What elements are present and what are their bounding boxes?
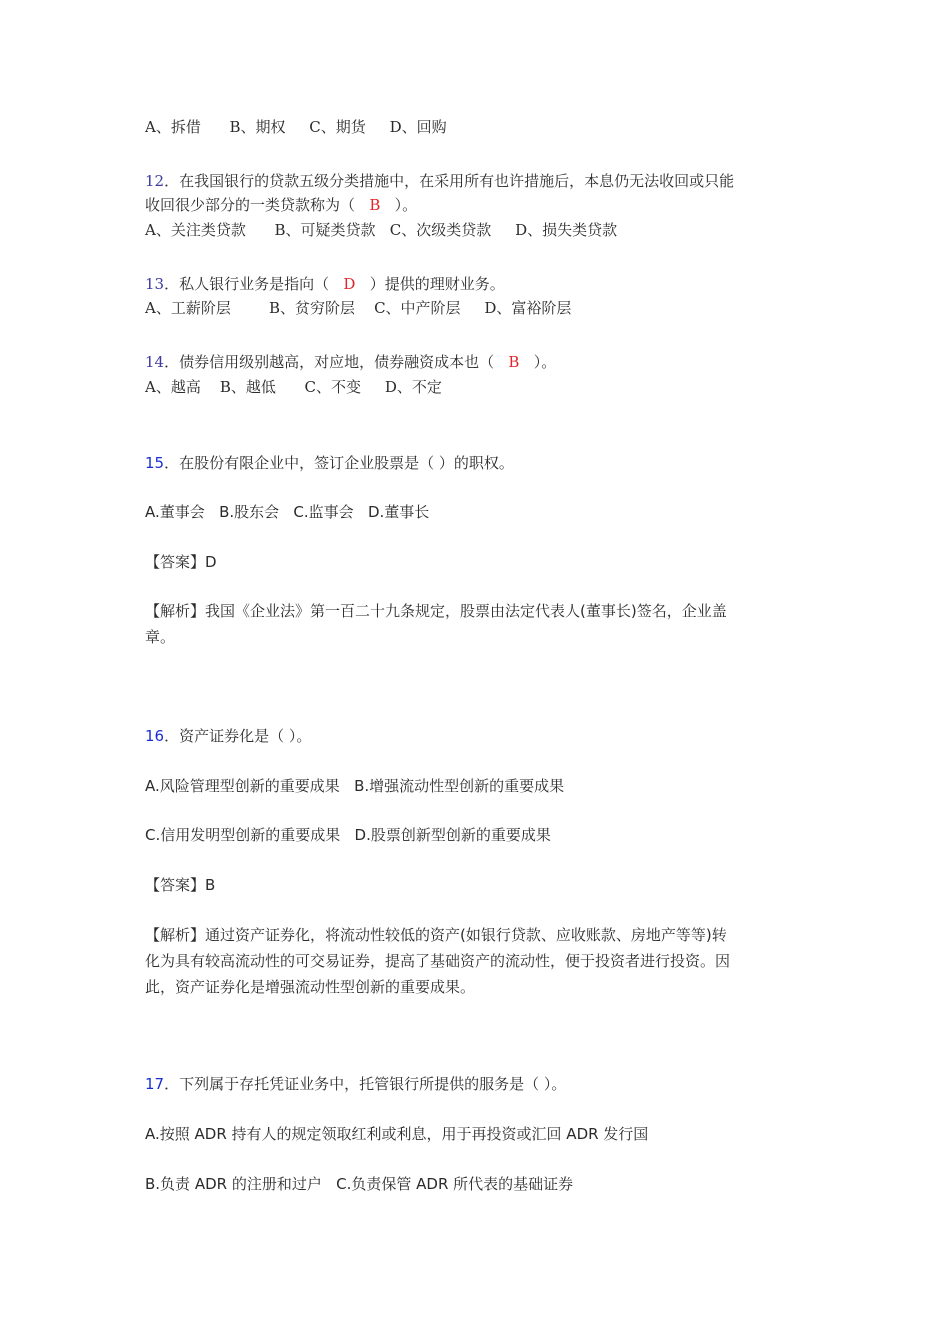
q14-number: 14 <box>145 353 165 371</box>
q14-options: A、越高 B、越低 C、不变 D、不定 <box>145 378 442 396</box>
q12-stem-text2: 收回很少部分的一类贷款称为（ <box>145 196 370 214</box>
q17-option-a: A.按照 ADR 持有人的规定领取红利或利息，用于再投资或汇回 ADR 发行国 <box>145 1125 649 1143</box>
q13-answer: D <box>343 275 356 293</box>
q16-analysis-line2: 化为具有较高流动性的可交易证券，提高了基础资产的流动性，便于投资者进行投资。因 <box>145 952 731 970</box>
q13-stem-text2: ）提供的理财业务。 <box>355 275 505 293</box>
q12-answer: B <box>369 196 381 214</box>
q15-options: A.董事会 B.股东会 C.监事会 D.董事长 <box>145 503 430 521</box>
q16-analysis-line1: 【解析】通过资产证券化，将流动性较低的资产(如银行贷款、应收账款、房地产等等)转 <box>145 926 727 944</box>
q16-number: 16 <box>145 727 165 745</box>
q16-answer: 【答案】B <box>145 876 216 894</box>
q12-stem-line1 <box>145 170 734 191</box>
q12-stem-line2 <box>145 194 417 215</box>
q16-stem <box>145 725 311 746</box>
q13-number: 13 <box>145 275 165 293</box>
q14-stem-text: ．债券信用级别越高，对应地，债券融资成本也（ <box>164 353 509 371</box>
q13-options: A、工薪阶层 B、贫穷阶层 C、中产阶层 D、富裕阶层 <box>145 299 572 317</box>
q15-number: 15 <box>145 454 165 472</box>
q12-stem-text: ．在我国银行的贷款五级分类措施中，在采用所有也许措施后，本息仍无法收回或只能 <box>164 172 735 190</box>
q11-options: A、拆借 B、期权 C、期货 D、回购 <box>145 118 447 136</box>
q12-number: 12 <box>145 172 165 190</box>
q12-stem-text3: ）。 <box>380 196 418 214</box>
q17-options-bc: B.负责 ADR 的注册和过户 C.负责保管 ADR 所代表的基础证券 <box>145 1175 574 1193</box>
q13-stem-text: ．私人银行业务是指向（ <box>164 275 344 293</box>
q15-analysis-line1: 【解析】我国《企业法》第一百二十九条规定，股票由法定代表人(董事长)签名，企业盖 <box>145 602 727 620</box>
q16-options-line2: C.信用发明型创新的重要成果 D.股票创新型创新的重要成果 <box>145 826 551 844</box>
q17-stem-text: ．下列属于存托凭证业务中，托管银行所提供的服务是（ ）。 <box>164 1075 567 1093</box>
q15-analysis-line2: 章。 <box>145 628 176 646</box>
q17-number: 17 <box>145 1075 165 1093</box>
q16-stem-text: ．资产证券化是（ ）。 <box>164 727 312 745</box>
q14-answer: B <box>508 353 520 371</box>
q14-stem-text2: ）。 <box>519 353 557 371</box>
q16-analysis-line3: 此，资产证券化是增强流动性型创新的重要成果。 <box>145 978 476 996</box>
q15-stem-text: ．在股份有限企业中，签订企业股票是（ ）的职权。 <box>164 454 514 472</box>
q12-options: A、关注类贷款 B、可疑类贷款 C、次级类贷款 D、损失类贷款 <box>145 221 618 239</box>
q17-stem <box>145 1073 566 1094</box>
q16-options-line1: A.风险管理型创新的重要成果 B.增强流动性型创新的重要成果 <box>145 777 565 795</box>
q13-stem <box>145 273 505 294</box>
q15-answer: 【答案】D <box>145 553 217 571</box>
q15-stem <box>145 452 514 473</box>
q14-stem <box>145 351 556 372</box>
